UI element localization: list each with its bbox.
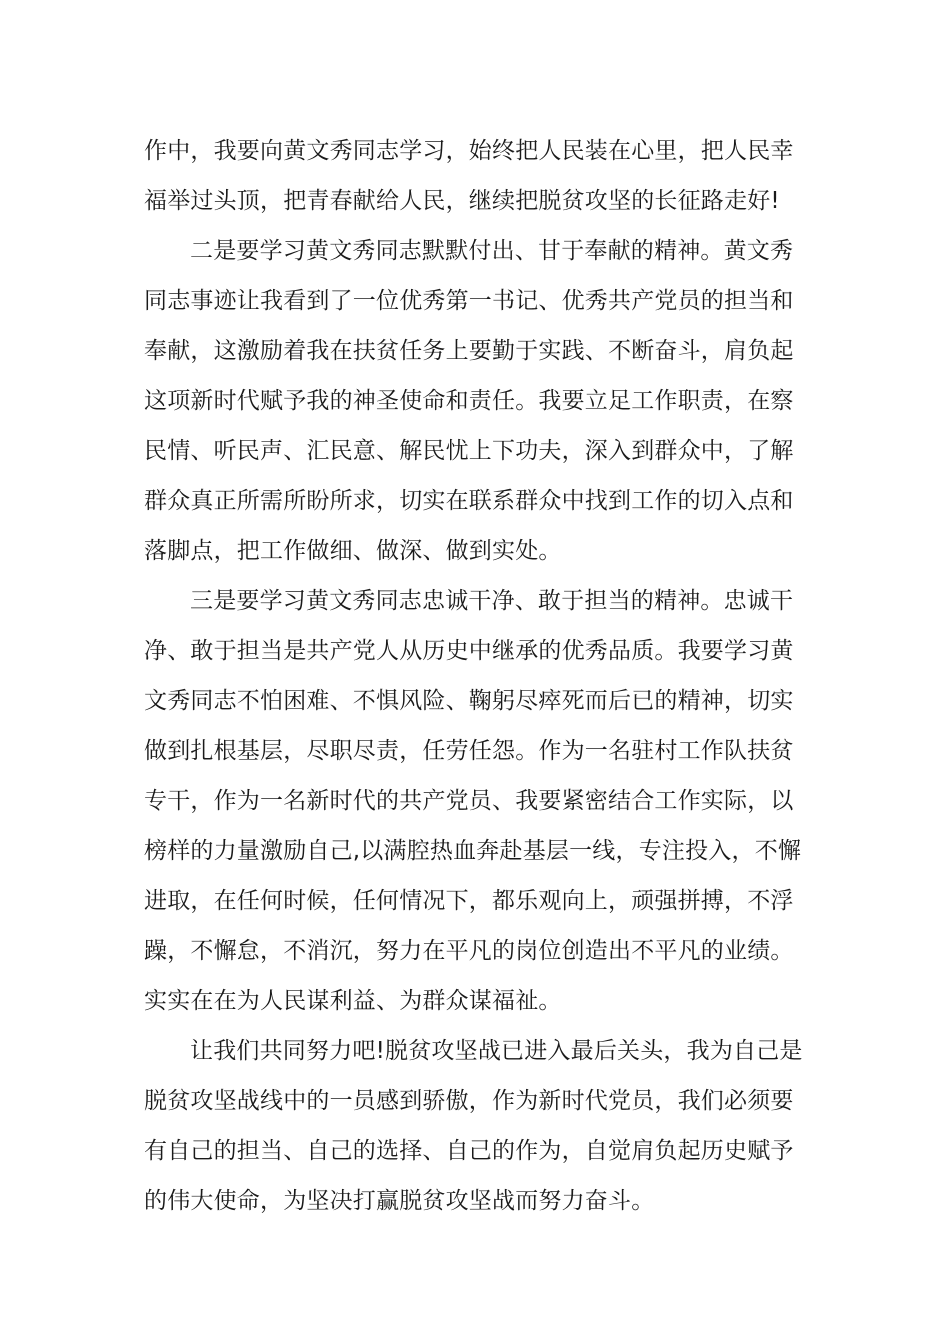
text-line: 进取，在任何时候，任何情况下，都乐观向上，顽强拼搏，不浮 (144, 888, 794, 914)
text-line: 脱贫攻坚战线中的一员感到骄傲，作为新时代党员，我们必须要 (144, 1088, 794, 1114)
text-line: 作中，我要向黄文秀同志学习，始终把人民装在心里，把人民幸 (144, 138, 794, 164)
paragraph-start-line: 让我们共同努力吧!脱贫攻坚战已进入最后关头，我为自己是 (190, 1038, 803, 1064)
text-line: 躁，不懈怠，不消沉，努力在平凡的岗位创造出不平凡的业绩。 (144, 938, 794, 964)
text-line: 民情、听民声、汇民意、解民忧上下功夫，深入到群众中，了解 (144, 438, 794, 464)
text-line: 榜样的力量激励自己,以满腔热血奔赴基层一线，专注投入，不懈 (144, 838, 802, 864)
text-line: 落脚点，把工作做细、做深、做到实处。 (144, 538, 562, 564)
text-line: 专干，作为一名新时代的共产党员、我要紧密结合工作实际，以 (144, 788, 794, 814)
text-line: 这项新时代赋予我的神圣使命和责任。我要立足工作职责，在察 (144, 388, 794, 414)
text-line: 群众真正所需所盼所求，切实在联系群众中找到工作的切入点和 (144, 488, 794, 514)
text-line: 的伟大使命，为坚决打赢脱贫攻坚战而努力奋斗。 (144, 1188, 655, 1214)
text-line: 有自己的担当、自己的选择、自己的作为，自觉肩负起历史赋予 (144, 1138, 794, 1164)
text-line: 文秀同志不怕困难、不惧风险、鞠躬尽瘁死而后已的精神，切实 (144, 688, 794, 714)
text-line: 净、敢于担当是共产党人从历史中继承的优秀品质。我要学习黄 (144, 638, 794, 664)
text-line: 同志事迹让我看到了一位优秀第一书记、优秀共产党员的担当和 (144, 288, 794, 314)
text-line: 实实在在为人民谋利益、为群众谋福祉。 (144, 988, 562, 1014)
text-line: 奉献，这激励着我在扶贫任务上要勤于实践、不断奋斗，肩负起 (144, 338, 794, 364)
document-body (144, 126, 803, 1226)
paragraph-start-line: 三是要学习黄文秀同志忠诚干净、敢于担当的精神。忠诚干 (190, 588, 794, 614)
text-line: 福举过头顶，把青春献给人民，继续把脱贫攻坚的长征路走好! (144, 188, 780, 214)
paragraph-start-line: 二是要学习黄文秀同志默默付出、甘于奉献的精神。黄文秀 (190, 238, 794, 264)
text-line: 做到扎根基层，尽职尽责，任劳任怨。作为一名驻村工作队扶贫 (144, 738, 794, 764)
